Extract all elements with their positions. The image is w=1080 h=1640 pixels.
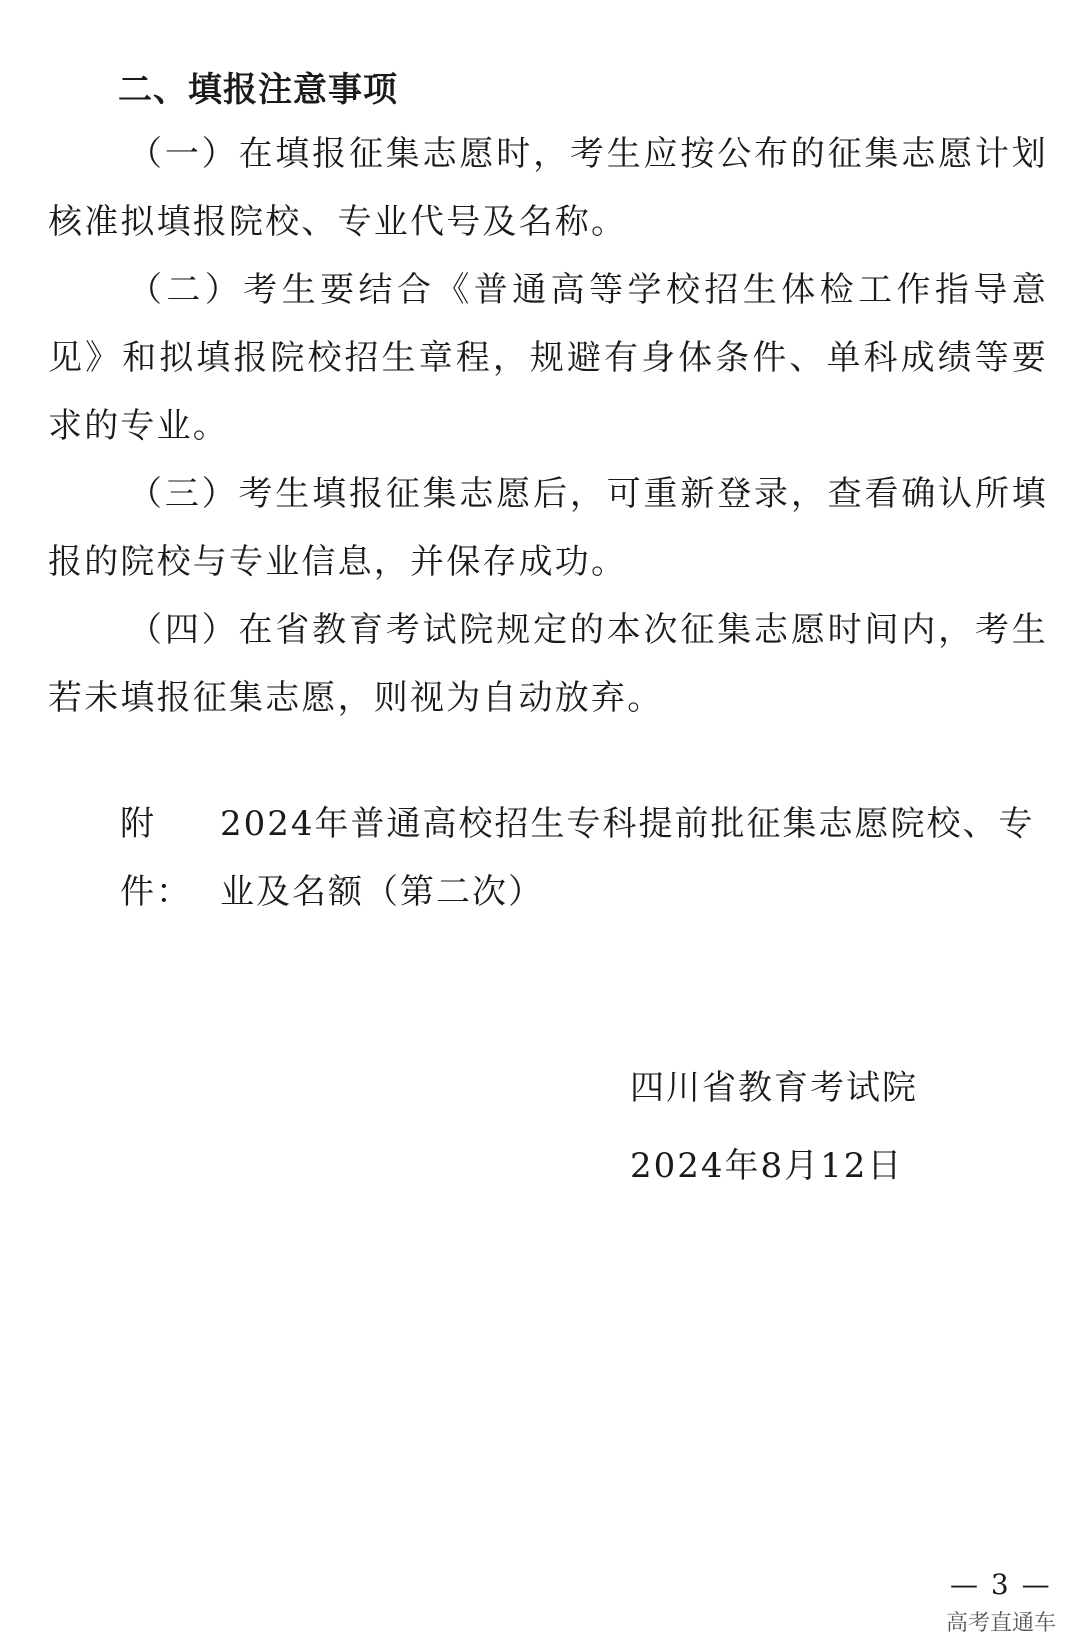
attachment-note [120,790,1050,926]
section-heading: 二、填报注意事项 [118,70,398,110]
watermark: 高考直通车 [946,1611,1057,1636]
attachment-text: 2024年普通高校招生专科提前批征集志愿院校、专业及名额（第二次） [220,804,1035,912]
attachment-label: 附件： [120,804,192,912]
notice-item-3: （三）考生填报征集志愿后，可重新登录，查看确认所填报的院校与专业信息，并保存成功。 [48,474,1048,582]
notice-item-4: （四）在省教育考试院规定的本次征集志愿时间内，考生若未填报征集志愿，则视为自动放弃。 [48,610,1048,718]
issue-date: 2024年8月12日 [630,1146,904,1186]
page-number: — 3 — [950,1568,1052,1601]
issuing-organization: 四川省教育考试院 [630,1068,918,1108]
notice-item-2: （二）考生要结合《普通高等学校招生体检工作指导意见》和拟填报院校招生章程，规避有身体条件、单科成绩等要求的专业。 [48,270,1048,446]
notice-item-1: （一）在填报征集志愿时，考生应按公布的征集志愿计划核准拟填报院校、专业代号及名称。 [48,134,1048,242]
